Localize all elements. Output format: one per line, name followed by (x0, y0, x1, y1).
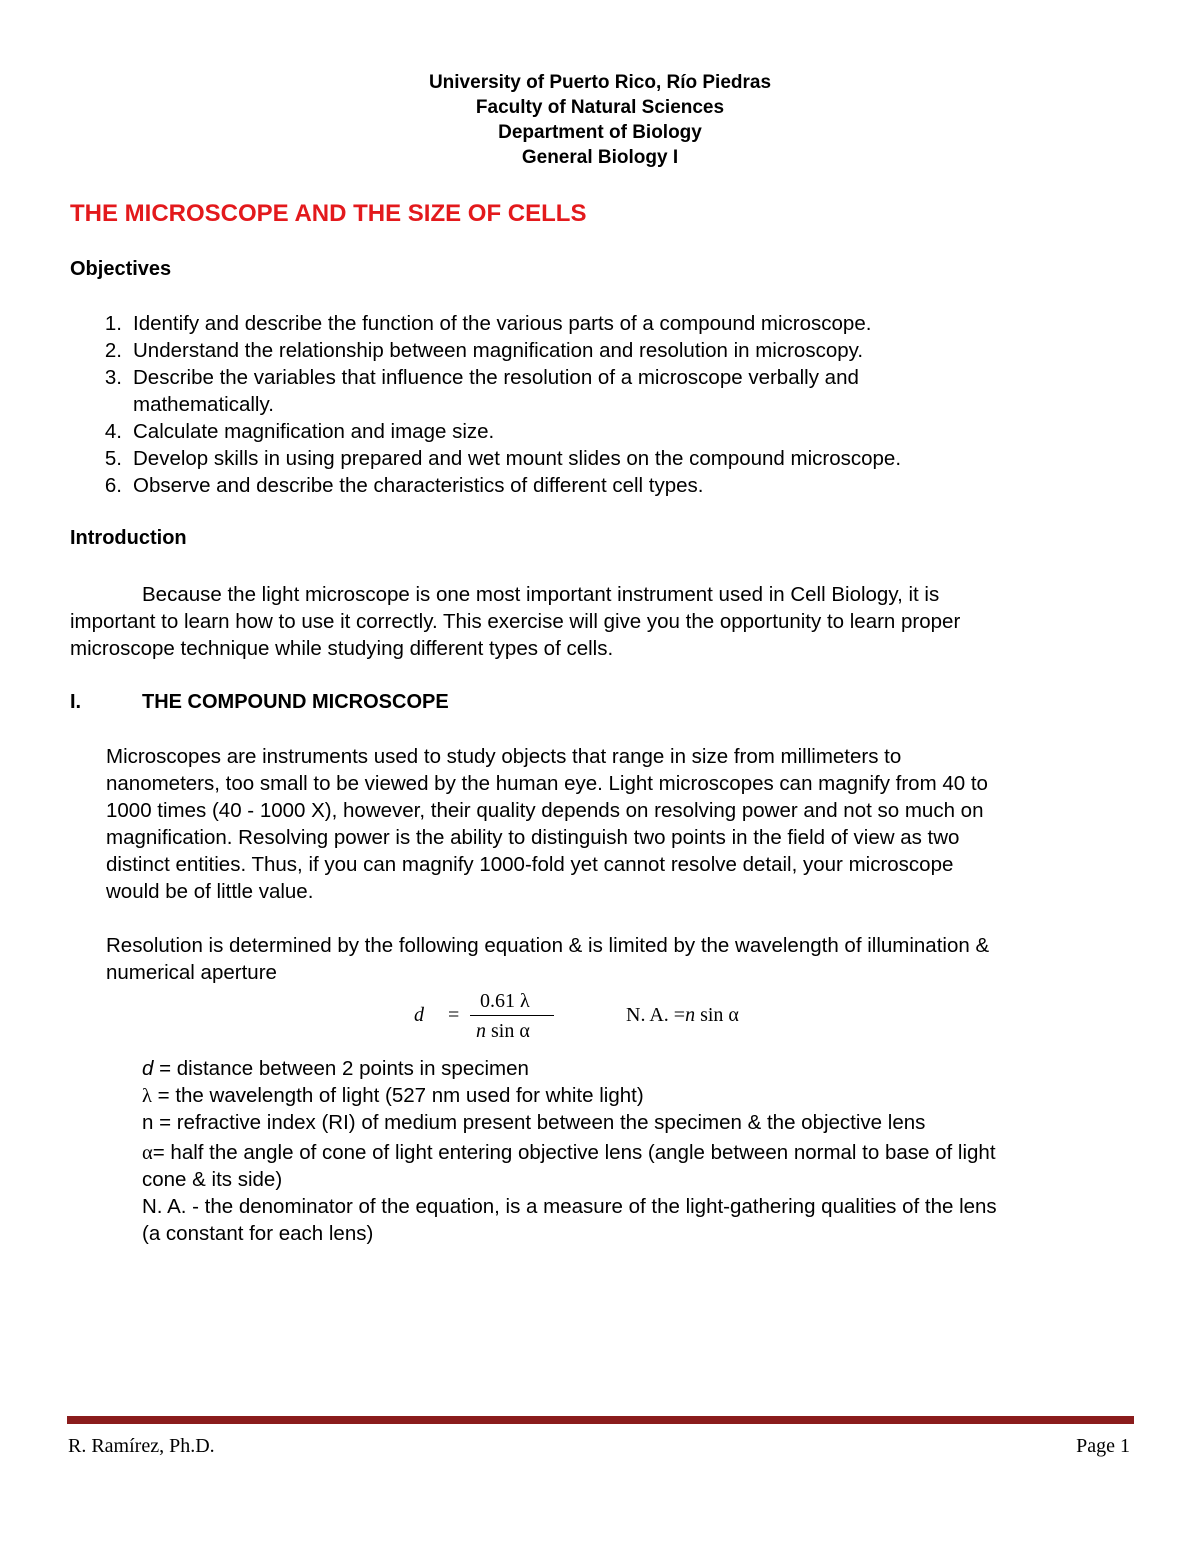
equation-denominator (476, 1020, 530, 1043)
definition-symbol: λ (142, 1085, 152, 1107)
definition-n: n = refractive index (RI) of medium present between the specimen & the objective lens (142, 1111, 926, 1134)
introduction-line: microscope technique while studying different types of cells. (70, 637, 614, 660)
list-number: 4. (104, 420, 122, 443)
header-department: Department of Biology (498, 122, 702, 143)
equation-equals: = (448, 1004, 460, 1026)
definition-continuation: (a constant for each lens) (142, 1222, 374, 1245)
na-sin: sin α (700, 1004, 739, 1026)
introduction-line: Because the light microscope is one most important instrument used in Cell Biology, it is (142, 583, 940, 606)
list-text: Understand the relationship between magnification and resolution in microscopy. (133, 339, 864, 362)
equation-denominator-sin: sin α (491, 1020, 530, 1042)
paragraph-line: 1000 times (40 - 1000 X), however, their quality depends on resolving power and not so much on (106, 799, 984, 822)
fraction-bar (470, 1015, 554, 1016)
list-text: Observe and describe the characteristics of different cell types. (133, 474, 704, 497)
na-n: n (685, 1004, 696, 1026)
footer-divider (67, 1416, 1134, 1424)
definition-text: = the wavelength of light (527 nm used for white light) (151, 1084, 644, 1107)
header-course: General Biology I (521, 147, 679, 168)
list-number: 2. (104, 339, 122, 362)
list-text: Identify and describe the function of the various parts of a compound microscope. (133, 312, 872, 335)
objectives-list (0, 310, 1200, 510)
equation-numerator: 0.61 λ (480, 990, 530, 1012)
definition-text: = distance between 2 points in specimen (153, 1057, 529, 1080)
document-title: THE MICROSCOPE AND THE SIZE OF CELLS (70, 200, 587, 227)
paragraph-line: numerical aperture (106, 961, 277, 984)
definition-alpha (142, 1139, 996, 1167)
list-text: mathematically. (133, 393, 274, 416)
numerical-aperture-equation (626, 1004, 739, 1027)
paragraph-line: magnification. Resolving power is the ability to distinguish two points in the field of view as two (106, 826, 960, 849)
paragraph-line: Resolution is determined by the following equation & is limited by the wavelength of illumination & (106, 934, 990, 957)
list-number: 5. (104, 447, 122, 470)
paragraph-line: Microscopes are instruments used to study objects that range in size from millimeters to (106, 745, 902, 768)
section-title: THE COMPOUND MICROSCOPE (142, 691, 449, 713)
definition-symbol: d (142, 1057, 154, 1080)
equation-lhs: d (414, 1004, 424, 1026)
paragraph-line: would be of little value. (106, 880, 314, 903)
definition-text: = half the angle of cone of light entering objective lens (angle between normal to base of light (152, 1141, 996, 1164)
paragraph-line: distinct entities. Thus, if you can magnify 1000-fold yet cannot resolve detail, your microscope (106, 853, 954, 876)
definition-d (142, 1055, 529, 1082)
list-number: 6. (104, 474, 122, 497)
paragraph-line: nanometers, too small to be viewed by the human eye. Light microscopes can magnify from 40 to (106, 772, 988, 795)
section-number: I. (70, 691, 82, 713)
list-number: 3. (104, 366, 122, 389)
definition-continuation: cone & its side) (142, 1168, 283, 1191)
list-text: Describe the variables that influence the resolution of a microscope verbally and (133, 366, 859, 389)
na-label: N. A. = (626, 1004, 686, 1026)
list-text: Develop skills in using prepared and wet mount slides on the compound microscope. (133, 447, 902, 470)
equation-denominator-n: n (476, 1020, 486, 1042)
definition-na: N. A. - the denominator of the equation, is a measure of the light-gathering qualities of the lens (142, 1195, 997, 1218)
header-university: University of Puerto Rico, Río Piedras (428, 72, 772, 93)
list-number: 1. (104, 312, 122, 335)
definition-symbol: α (142, 1142, 153, 1164)
definition-lambda (142, 1082, 644, 1110)
list-text: Calculate magnification and image size. (133, 420, 495, 443)
header-faculty: Faculty of Natural Sciences (475, 97, 725, 118)
objectives-heading: Objectives (70, 258, 172, 280)
footer-page-number: Page 1 (1076, 1435, 1130, 1457)
footer-author: R. Ramírez, Ph.D. (68, 1435, 215, 1457)
introduction-heading: Introduction (70, 527, 187, 549)
introduction-line: important to learn how to use it correctly. This exercise will give you the opportunity to learn proper (70, 610, 961, 633)
